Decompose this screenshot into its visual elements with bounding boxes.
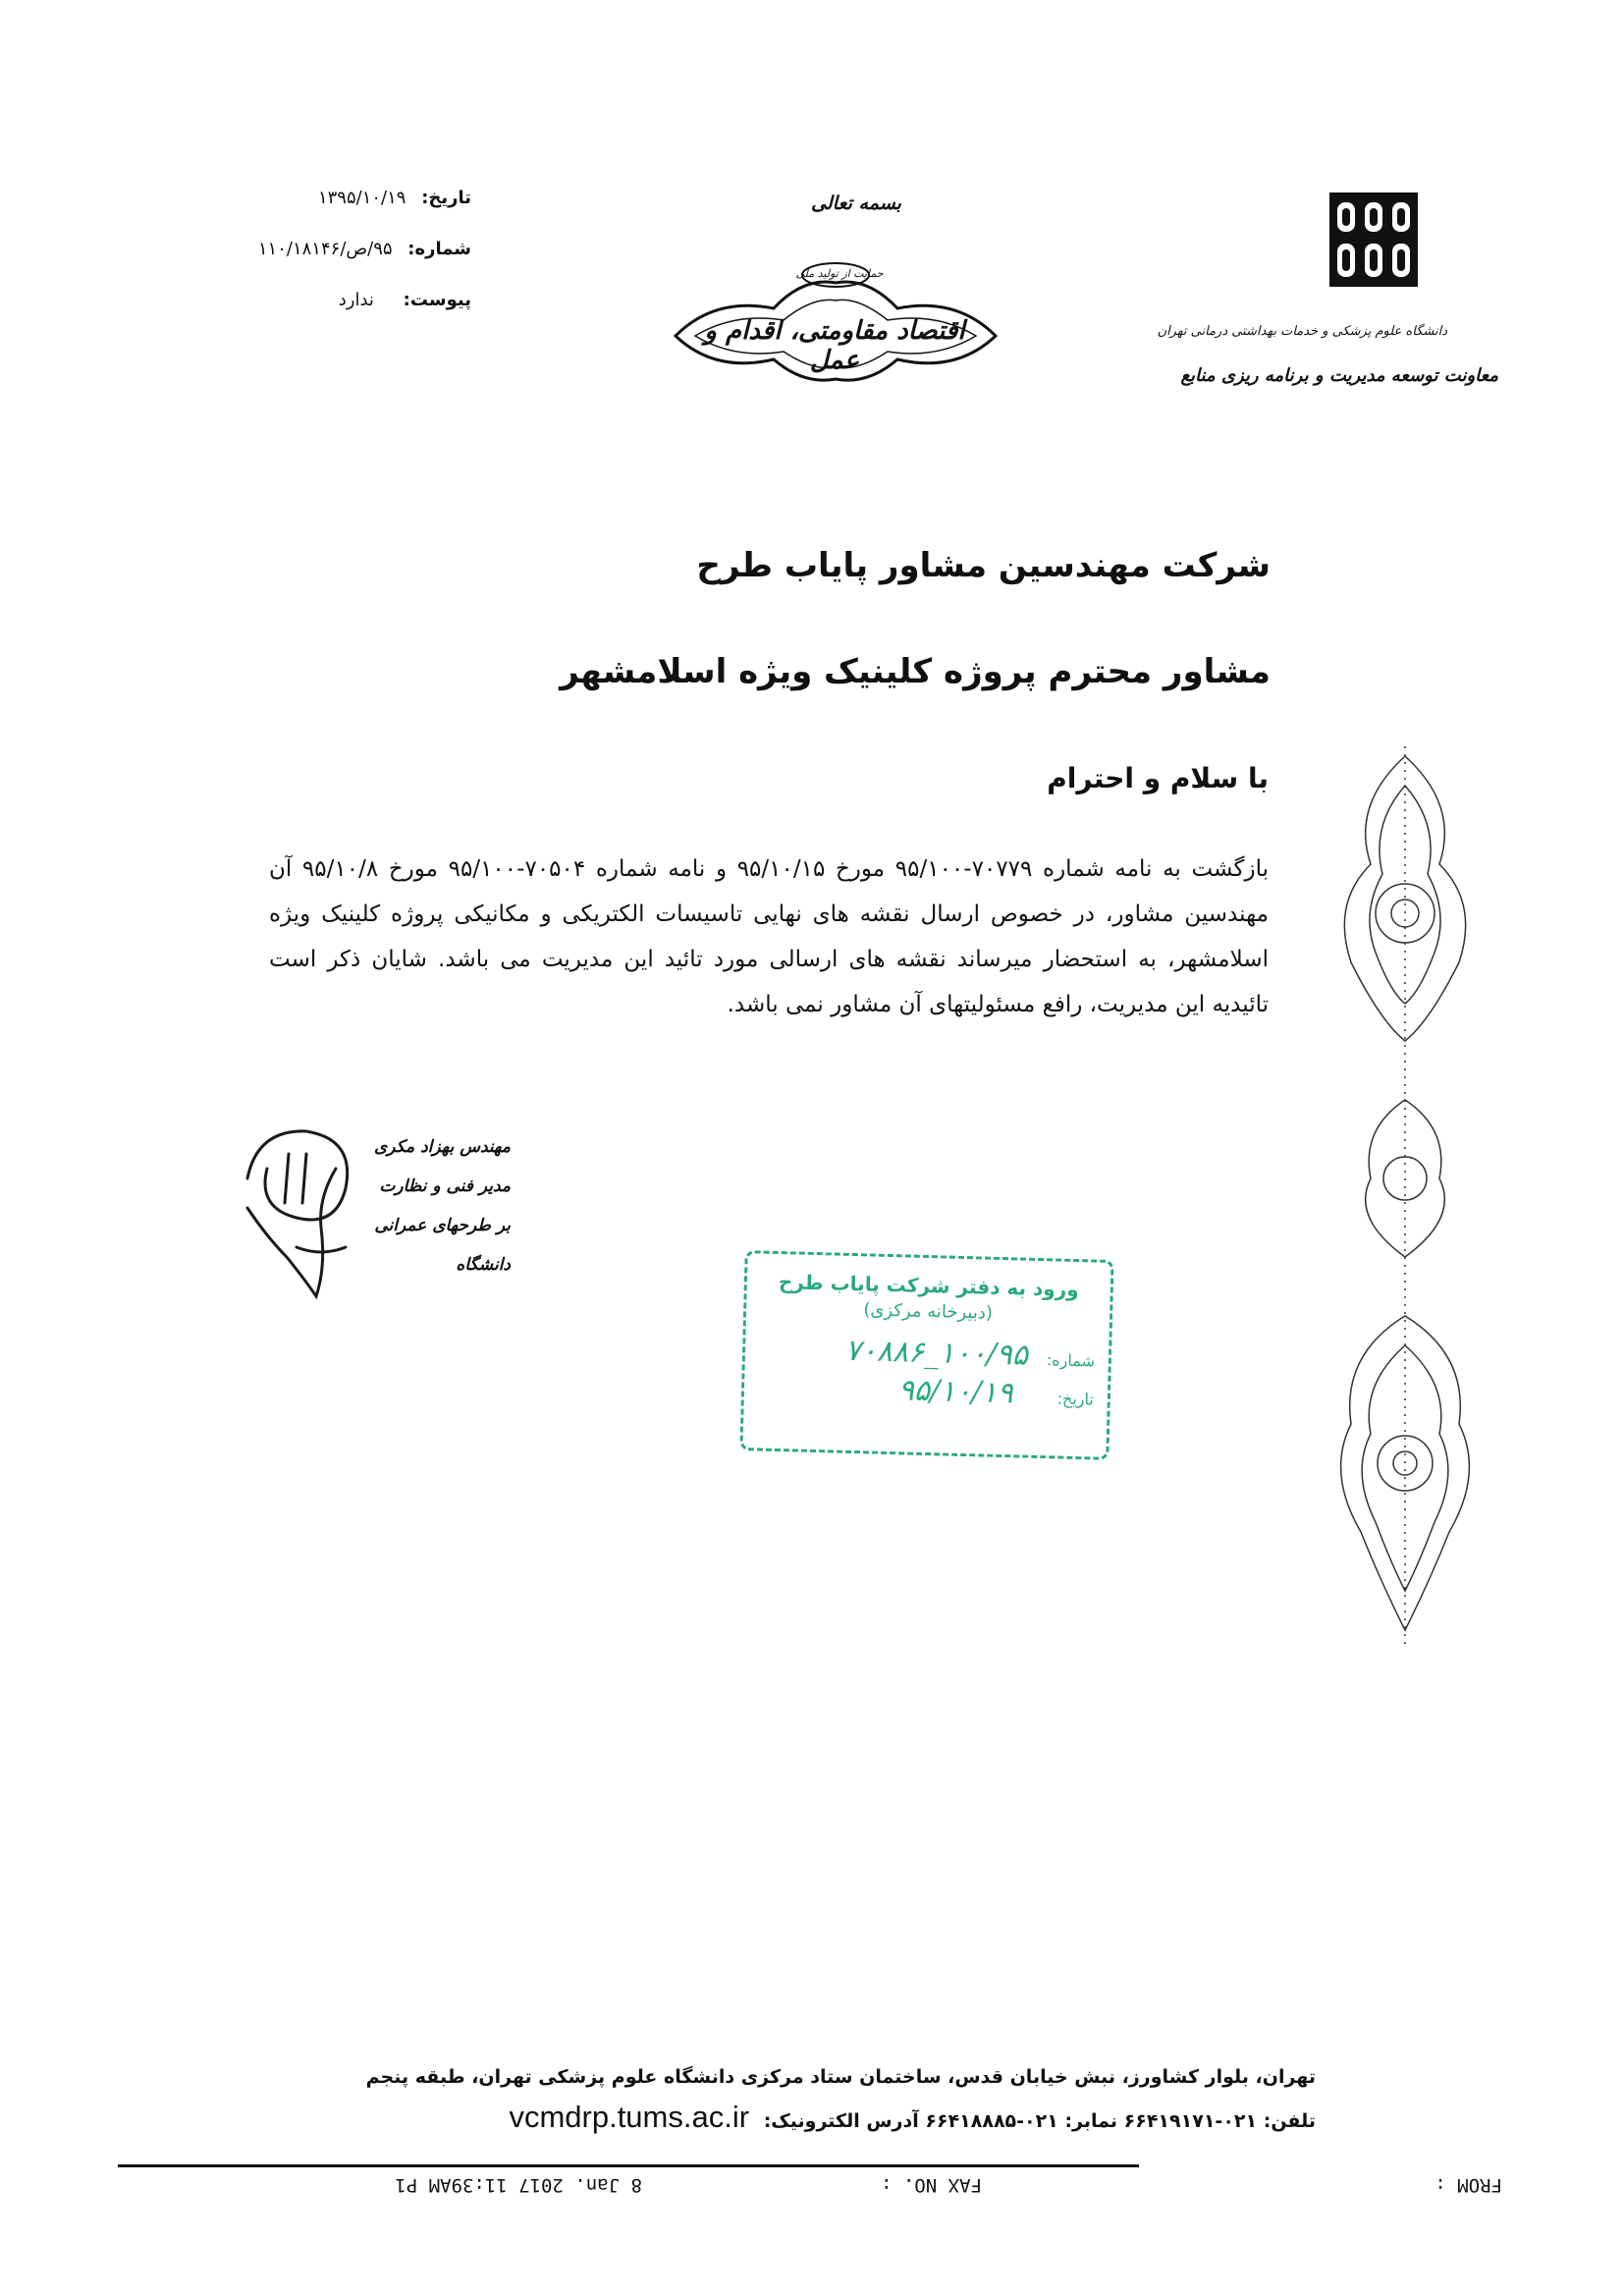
greeting: با سلام و احترام [1047, 762, 1269, 794]
footer-contact: تلفن: ۰۲۱-۶۶۴۱۹۱۷۱ نمابر: ۰۲۱-۶۶۴۱۸۸۸۵ آدرس الکترونیک: [763, 2110, 1316, 2132]
signer-name: مهندس بهزاد مکری [373, 1137, 511, 1157]
deputy-name: معاونت توسعه مدیریت و برنامه ریزی منابع [1180, 365, 1498, 386]
stamp-number-label: شماره: [1046, 1350, 1096, 1371]
ornament-icon [1312, 746, 1498, 1650]
decorative-border [1312, 746, 1498, 1650]
stamp-date-label: تاریخ: [1056, 1389, 1095, 1409]
number-row [216, 234, 471, 265]
university-logo-icon [1329, 192, 1418, 287]
date-value: ۱۳۹۵/۱۰/۱۹ [317, 188, 406, 208]
university-name: دانشگاه علوم پزشکی و خدمات بهداشتی درمانی تهران [1157, 324, 1447, 339]
attachment-value: ندارد [338, 290, 374, 310]
number-label: شماره: [407, 239, 471, 259]
stamp-date-row [744, 1369, 1095, 1412]
stamp-line-1: ورود به دفتر شرکت پایاب طرح [778, 1270, 1080, 1302]
fax-header [0, 2160, 1624, 2204]
stamp-number-value: ۱۰۰/۹۵_۷۰۸۸۶ [844, 1333, 1029, 1373]
date-label: تاریخ: [421, 188, 471, 208]
letter-meta [216, 183, 471, 316]
recipient-addressee: مشاور محترم پروژه کلینیک ویژه اسلامشهر [560, 652, 1271, 691]
bismillah: بسمه تعالی [811, 192, 901, 214]
fax-number-label: FAX NO. : [881, 2174, 982, 2196]
body-paragraph: بازگشت به نامه شماره ۷۰۷۷۹-۹۵/۱۰۰ مورخ ۹۵/۱۰/۱۵ و نامه شماره ۷۰۵۰۴-۹۵/۱۰۰ مورخ ۹۵/۱۰/۸ آن مهندسین مشاور، در خصوص ارسال نقشه های نهایی تاسیسات الکتریکی و مکانیکی پروژه کلینیک ویژه اسلامشهر، به استحضار میرساند نقشه های ارسالی مورد تائید این مدیریت می باشد. شایان ذکر است تائیدیه این مدیریت، رافع مسئولیتهای آن مشاور نمی باشد. [269, 856, 1270, 1017]
receipt-stamp [739, 1250, 1113, 1460]
recipient-company: شرکت مهندسین مشاور پایاب طرح [696, 546, 1271, 585]
slogan-top: حمایت از تولید ملی [795, 267, 884, 280]
stamp-number-row [745, 1331, 1096, 1374]
signature-block [334, 1127, 511, 1285]
footer-address: تهران، بلوار کشاورز، نبش خیابان قدس، ساختمان ستاد مرکزی دانشگاه علوم پزشکی تهران، طبقه پنجم [365, 2066, 1316, 2088]
signer-title-1: مدیر فنی و نظارت [379, 1176, 511, 1196]
footer-contact-row [236, 2100, 1316, 2135]
signer-title-2: بر طرحهای عمرانی دانشگاه [374, 1216, 511, 1275]
fax-from-label: FROM : [1435, 2174, 1502, 2196]
stamp-date-value: ۹۵/۱۰/۱۹ [897, 1373, 1014, 1411]
attachment-row [216, 285, 471, 316]
number-value: ۹۵/ص/۱۱۰/۱۸۱۴۶ [257, 239, 393, 259]
slogan-main: اقتصاد مقاومتی، اقدام و عمل [704, 316, 965, 375]
stamp-line-2: (دبیرخانه مرکزی) [863, 1299, 994, 1324]
attachment-label: پیوست: [403, 290, 471, 310]
fax-timestamp: 8 Jan. 2017 11:39AM P1 [395, 2174, 642, 2196]
date-row [216, 183, 471, 214]
university-logo [1329, 192, 1418, 287]
footer-website[interactable]: vcmdrp.tums.ac.ir [509, 2100, 750, 2134]
